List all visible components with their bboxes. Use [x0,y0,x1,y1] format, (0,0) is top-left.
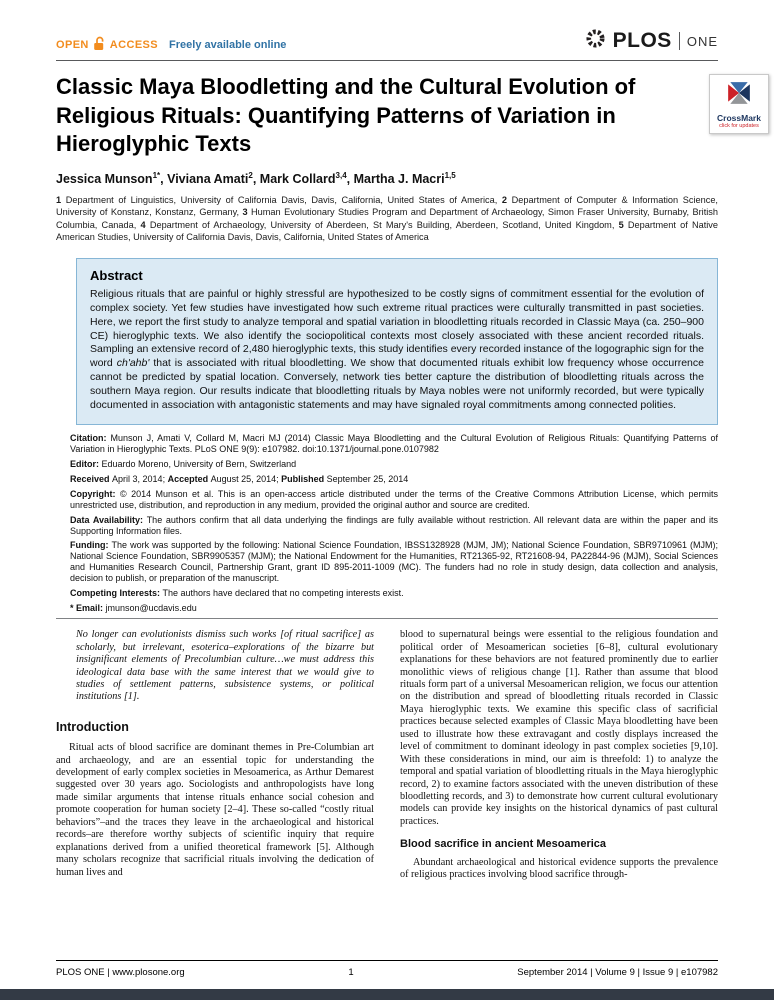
plos-wordmark: PLOS [612,29,672,52]
author: Viviana Amati$^2$, [167,170,260,186]
funding-line: Funding: The work was supported by the following: National Science Foundation, IBSS1328928 (MJM, JM); National Science Foundation, SBR9710961 (MJM); National Science Foundation, SBR9905357 (MJM); the National Endowment for the Humanities, RT21365-92, RT21608-94, PA22844-96 (MJM), Social Sciences and Humanities Research Council, Partnership Grant, grant ID 895-2011-1009 (MC). The funders had no role in study design, data collection and analysis, decision to publish, or preparation of the manuscript. [70,540,718,584]
body-columns [56,629,718,921]
abstract-heading: Abstract [90,268,143,283]
section-divider [56,618,718,619]
freely-available-label: Freely available online [169,39,287,51]
dates-line: Received April 3, 2014; Accepted August 25, 2014; Published September 25, 2014 [70,473,409,484]
abstract-box [76,258,718,425]
header [56,0,718,61]
open-access-label-access: ACCESS [109,39,159,51]
footer-page-number: 1 [348,967,354,978]
affiliations: 1 Department of Linguistics, University of California Davis, Davis, California, United States of America, 2 Department of Computer & Information Science, University of Konstanz, Konstanz, Germany, 3 Human Evolutionary Studies Program and Department of Archaeology, Simon Fraser University, Burnaby, British Columbia, Canada, 4 Department of Archaeology, University of Aberdeen, St Mary's Building, Aberdeen, Scotland, United Kingdom, 5 Department of Native American Studies, University of California Davis, Davis, California, United States of America [56,194,719,243]
citation-line: Citation: Munson J, Amati V, Collard M, Macri MJ (2014) Classic Maya Bloodletting and the Cultural Evolution of Religious Rituals: Quantifying Patterns of Variation in Hieroglyphic Texts. PLoS ONE 9(9): e107982. doi:10.1371/journal.pone.0107982 [70,432,718,454]
open-access-badge [56,36,286,54]
bottom-bar [0,989,774,1000]
author: Martha J. Macri$^{1,5}$ [353,170,456,186]
plos-one-label: ONE [686,33,718,49]
open-access-label-open: OPEN [56,39,89,51]
author-superscript: 1* [152,170,161,180]
article-title: Classic Maya Bloodletting and the Cultural Evolution of Religious Rituals: Quantifying Patterns of Variation in Hieroglyphic Texts [56,74,636,157]
footer-journal: PLOS ONE | www.plosone.org [56,967,185,978]
crossmark-badge[interactable] [709,74,769,134]
article-metadata [70,433,718,615]
authors-line [56,171,718,186]
editor-line: Editor: Eduardo Moreno, University of Bern, Switzerland [70,458,297,469]
abstract-text: Religious rituals that are painful or highly stressful are hypothesized to be costly signs of commitment essential for the evolution of complex society. Yet few studies have investigated how such extreme ritual practices were culturally transmitted in past societies. Here, we report the first study to analyze temporal and spatial variation in bloodletting rituals recorded in Classic Maya (ca. 250–900 CE) hieroglyphic texts. We also identify the sociopolitical contexts most closely associated with these ancient recorded rituals. Sampling an extensive record of 2,480 hieroglyphic texts, this study identifies every recorded instance of the logographic sign for the word ch'ahb' that is associated with ritual bloodletting. We show that documented rituals exhibit low frequency whose occurrence cannot be predicted by spatial location. Conversely, network ties better capture the distribution of bloodletting rituals across the southern Maya region. Our results indicate that bloodletting rituals by Maya nobles were not uniformly recorded, but were typically documented in association with antagonistic statements and may have signaled royal commitments among connected polities. [90,288,705,411]
crossmark-subtext: click for updates [719,123,759,129]
logo-divider [679,32,680,50]
author: Jessica Munson$^{1*}$, [56,170,168,186]
author-superscript: 2 [248,170,253,180]
email-link[interactable]: jmunson@ucdavis.edu [105,603,197,614]
subsection-paragraph: Abundant archaeological and historical evidence supports the prevalence of religious practices involving blood sacrifice through- [400,856,718,881]
crossmark-label: CrossMark [717,113,761,123]
page-footer [56,960,718,978]
data-availability-line: Data Availability: The authors confirm that all data underlying the findings are fully available without restriction. All relevant data are within the paper and its Supporting Information files. [70,514,719,536]
body-paragraph: blood to supernatural beings were essential to the religious foundation and political order of Mesoamerican societies [6–8], cultural evolutionary explanations for these behaviors are not featured prominently due to earlier monolithic views of religious change [1]. Rather than assume that blood rituals form part of a universal Mesoamerican religion, we focus our attention on the distribution and spread of bloodletting rituals recorded in Classic Maya hieroglyphic texts. We examine this specific class of sacrificial practices because selected examples of Classic Maya bloodletting have been used to illustrate how these extravagant and costly displays increased the level of commitment to dominant ideology in past complex societies [9,10]. With these considerations in mind, our aim is threefold: 1) to analyze the temporal and spatial variation of bloodletting rituals in the Maya hieroglyphic record, 2) to examine factors associated with the uneven distribution of these bloodletting records, and 3) to demonstrate how current cultural evolutionary models can provide key insights on the historical dynamics of past cultural practices. [400,629,718,827]
plos-logo-icon [585,28,606,54]
introduction-heading: Introduction [56,719,129,734]
left-column [56,629,374,921]
author-superscript: 3,4 [335,170,347,180]
glyph-term-italic: ch'ahb' [116,357,150,370]
footer-issue: September 2014 | Volume 9 | Issue 9 | e107982 [517,967,718,978]
copyright-line: Copyright: © 2014 Munson et al. This is an open-access article distributed under the terms of the Creative Commons Attribution License, which permits unrestricted use, distribution, and reproduction in any medium, provided the original author and source are credited. [70,488,719,510]
author: Mark Collard$^{3,4}$, [259,170,354,186]
introduction-paragraph: Ritual acts of blood sacrifice are dominant themes in Pre-Columbian art and archaeology, and are an essential topic for understanding the development of early complex societies in Mesoamerica, as Arthur Demarest suggested over 30 years ago. Sociologists and anthropologists have long made similar arguments that intense rituals enhance social cohesion and promote cooperation for human society [2–4]. These so-called “costly ritual behaviors”–and the traces they leave in the archaeological and historical records–are therefore worthy subjects of scientific inquiry that require explanations derived from a unified theoretical framework [5]. Although many scholars recognize that sacrificial rituals involving the dedication of human lives and [56,742,374,878]
open-lock-icon [93,36,106,54]
epigraph-quote: No longer can evolutionists dismiss such works [of ritual sacrifice] as scholarly, but irrelevant, esoterica–explorations of the bizarre but insignificant elements of Precolumbian culture…we must address this ideological data base with the same interest that we would give to studies of settlement patterns, subsistence systems, or political institutions [1]. [76,629,374,703]
author-superscript: 1,5 [444,170,456,180]
right-column [400,629,718,921]
email-line: * Email: jmunson@ucdavis.edu [70,603,197,614]
competing-interests-line: Competing Interests: The authors have declared that no competing interests exist. [70,588,404,599]
crossmark-icon [713,80,765,111]
plos-logo [585,28,718,54]
subsection-heading: Blood sacrifice in ancient Mesoamerica [400,838,607,851]
